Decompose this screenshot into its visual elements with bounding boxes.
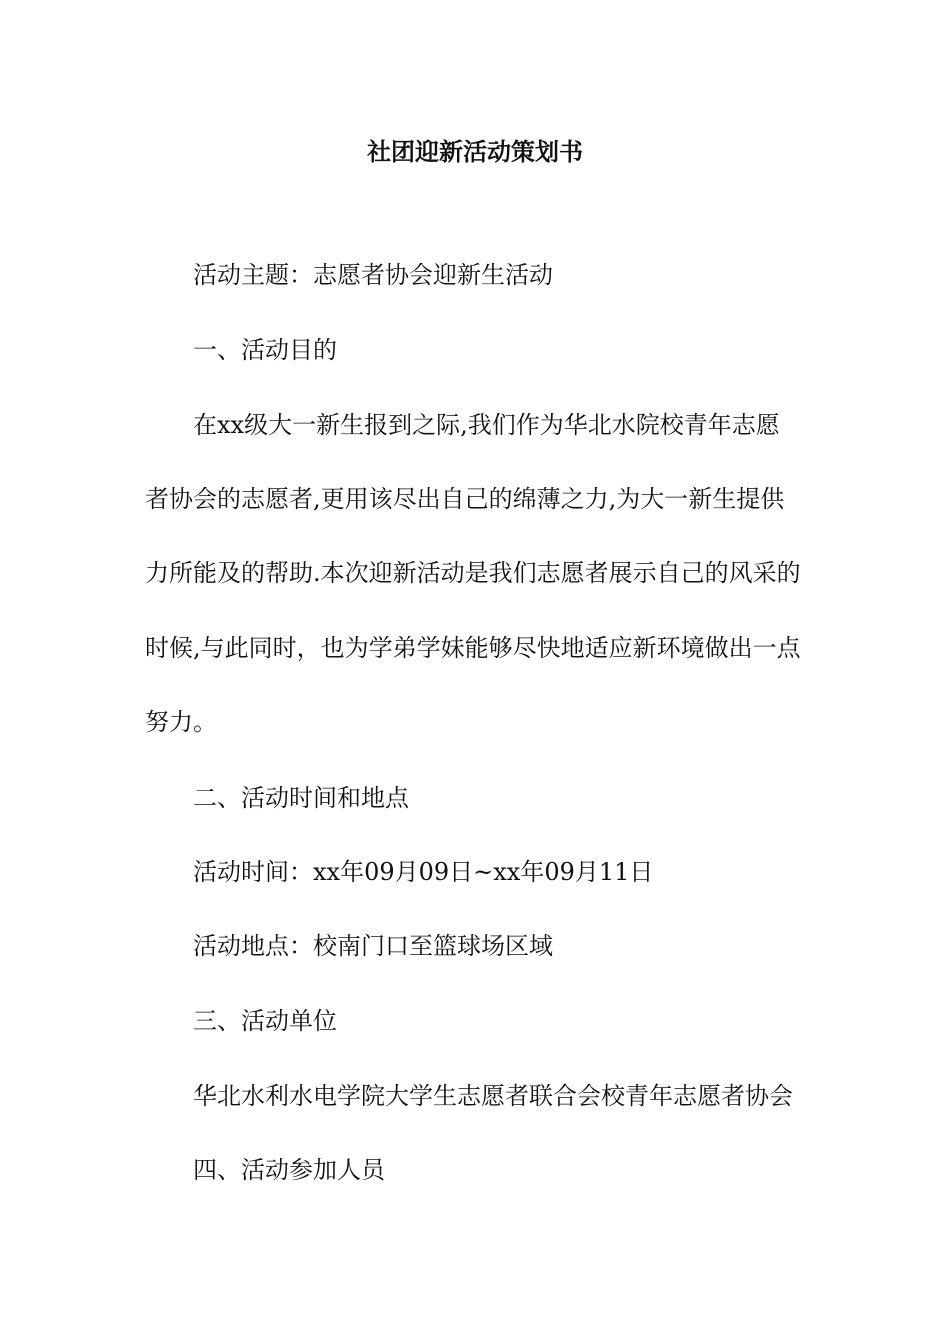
paragraph-line: 者协会的志愿者,更用该尽出自己的绵薄之力,为大一新生提供	[145, 485, 785, 513]
paragraph-line: 努力。	[145, 708, 217, 736]
section-heading-purpose: 一、活动目的	[193, 336, 337, 364]
activity-time: 活动时间：xx年09月09日~xx年09月11日	[193, 858, 654, 886]
activity-place: 活动地点：校南门口至篮球场区域	[193, 932, 553, 960]
section-heading-participants: 四、活动参加人员	[193, 1156, 385, 1184]
document-title: 社团迎新活动策划书	[367, 137, 583, 166]
section-heading-time-place: 二、活动时间和地点	[193, 784, 409, 812]
section-heading-unit: 三、活动单位	[193, 1007, 337, 1035]
paragraph-line: 时候,与此同时，也为学弟学妹能够尽快地适应新环境做出一点	[145, 634, 801, 662]
paragraph-line: 在xx级大一新生报到之际,我们作为华北水院校青年志愿	[193, 411, 780, 439]
paragraph-line: 力所能及的帮助.本次迎新活动是我们志愿者展示自己的风采的	[145, 559, 801, 587]
organizing-unit: 华北水利水电学院大学生志愿者联合会校青年志愿者协会	[193, 1082, 793, 1110]
activity-theme: 活动主题：志愿者协会迎新生活动	[193, 261, 553, 289]
